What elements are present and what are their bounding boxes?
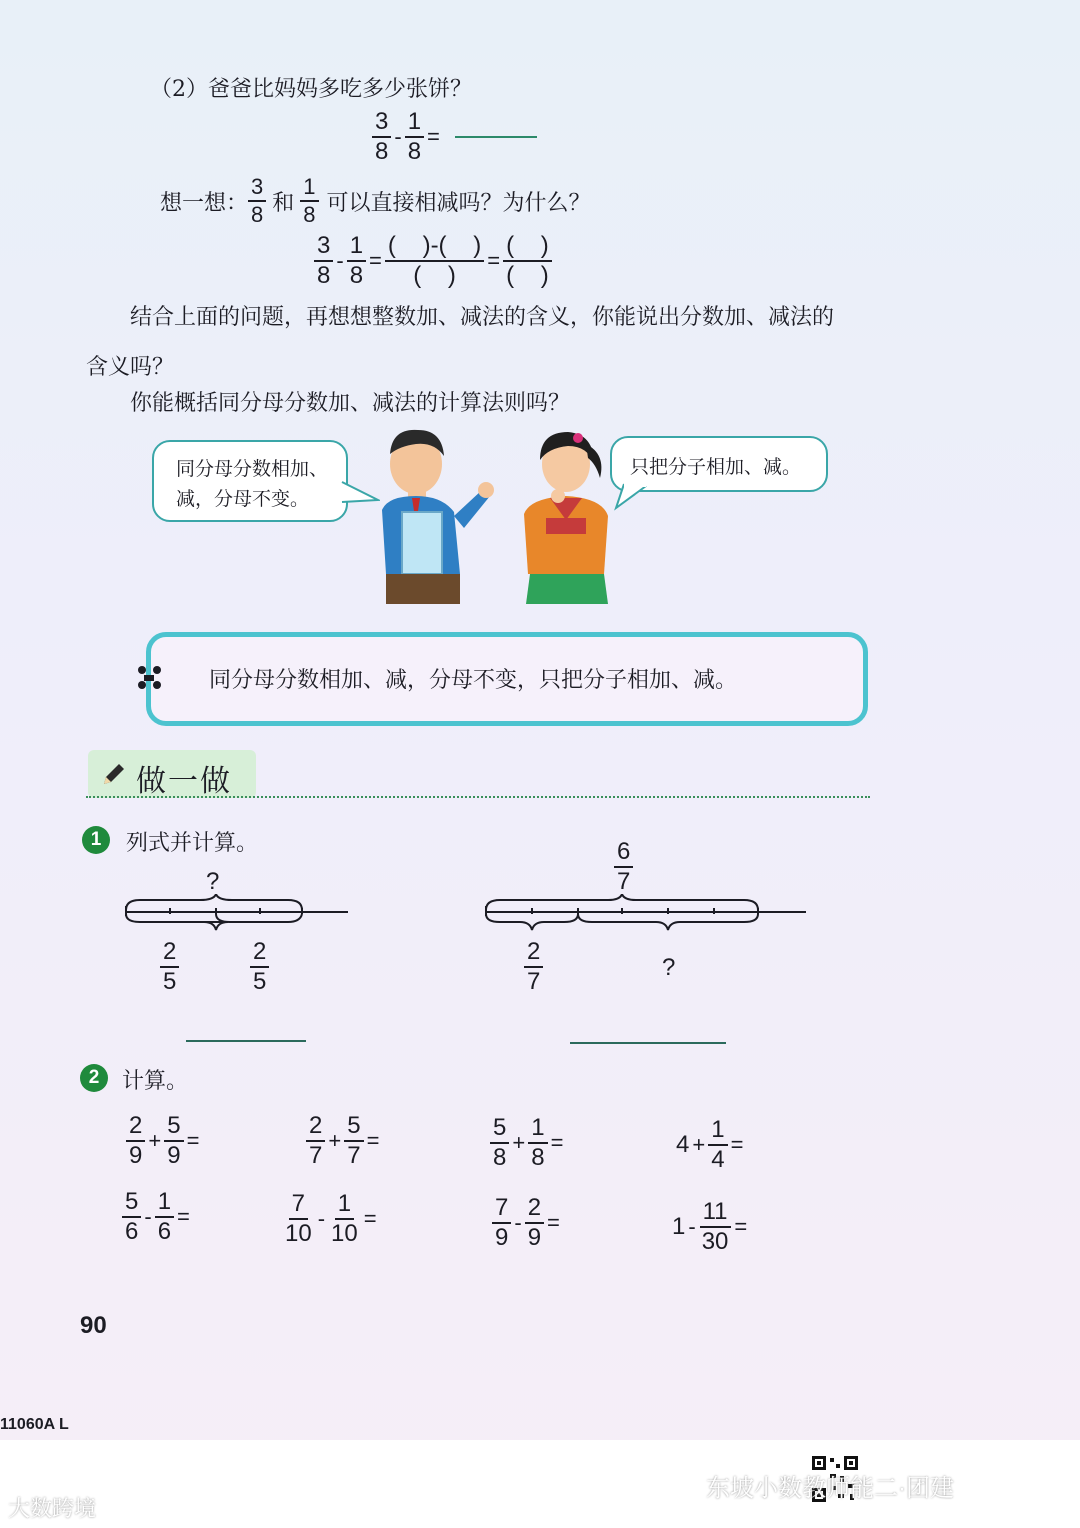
print-code: 11060A L (0, 1416, 69, 1433)
section-title: 做一做 (136, 764, 232, 799)
exercise-1-title: 列式并计算。 (126, 831, 259, 856)
exercise-1-right-answer-line[interactable] (570, 1042, 726, 1044)
page-number: 90 (80, 1312, 107, 1339)
exercise-1-left-answer-line[interactable] (186, 1040, 306, 1042)
watermark-left: 大数跨境 (8, 1496, 97, 1521)
calc-row1-item2[interactable]: $\frac{2}{7}$ + $\frac{5}{7}$ = (306, 1114, 382, 1168)
rule-box (146, 632, 868, 726)
pencil-icon (100, 762, 126, 788)
fraction-b: $\frac{1}{8}$ (405, 110, 424, 164)
question-2-label: （2）爸爸比妈妈多吃多少张饼？ (150, 77, 472, 102)
think-prompt (160, 176, 591, 226)
right-total-fraction: $\frac{6}{7}$ (614, 840, 633, 894)
exercise-1-badge: 1 (82, 826, 110, 854)
calc-row1-item1[interactable]: $\frac{2}{9}$ + $\frac{5}{9}$ = (126, 1114, 202, 1168)
watermark-right: 东坡小数教师能二·团建 (706, 1475, 954, 1502)
right-part-fraction: $\frac{2}{7}$ (524, 940, 543, 994)
bottom-strip (0, 1440, 1080, 1528)
fraction-blank-result[interactable]: $\frac{( )}{( )}$ (503, 234, 552, 288)
calc-row2-item2[interactable]: $\frac{7}{10}$ - $\frac{1}{10}$ = (285, 1190, 377, 1247)
exercise-2-badge: 2 (80, 1064, 108, 1092)
equals-sign-2: = (487, 248, 501, 273)
minus-sign: - (336, 248, 344, 273)
think-prefix: 想一想： (160, 190, 249, 216)
left-fraction-1: $\frac{2}{5}$ (160, 940, 179, 994)
fraction-blank-mid[interactable]: $\frac{( )-( )}{( )}$ (385, 234, 484, 288)
paragraph-2: 你能概括同分母分数加、减法的计算法则吗？ (130, 391, 571, 416)
boy-speech-bubble (152, 440, 348, 522)
calc-row2-item1[interactable]: $\frac{5}{6}$ - $\frac{1}{6}$ = (122, 1190, 193, 1244)
left-diagram-question: ? (206, 868, 220, 895)
equals-sign: = (369, 248, 382, 273)
boy-illustration (372, 424, 502, 608)
minus-sign: - (394, 124, 402, 149)
boy-bubble-line-1: 同分母分数相加、 (176, 458, 329, 480)
expression-blanks (314, 234, 552, 288)
left-segment-diagram (120, 894, 356, 934)
and-word: 和 (272, 190, 295, 216)
paragraph-1-line-1: 结合上面的问题，再想想整数加、减法的含义，你能说出分数加、减法的 (130, 305, 835, 330)
rule-marker-icon (135, 663, 165, 693)
fraction-b: $\frac{1}{8}$ (347, 234, 366, 288)
left-fraction-2: $\frac{2}{5}$ (250, 940, 269, 994)
fraction-one-eighth: $\frac{1}{8}$ (300, 176, 318, 226)
fraction-three-eighths: $\frac{3}{8}$ (248, 176, 266, 226)
calc-row1-item4[interactable]: 4 + $\frac{1}{4}$ = (676, 1116, 744, 1173)
right-diagram-question: ? (662, 954, 676, 981)
rule-text: 同分母分数相加、减，分母不变，只把分子相加、减。 (209, 668, 738, 693)
fraction-a: $\frac{3}{8}$ (314, 234, 333, 288)
boy-bubble-line-2: 减，分母不变。 (176, 488, 310, 510)
section-header (88, 750, 256, 798)
girl-illustration (516, 424, 626, 608)
section-divider (86, 796, 870, 798)
calc-row1-item3[interactable]: $\frac{5}{8}$ + $\frac{1}{8}$ = (490, 1116, 566, 1170)
right-segment-diagram (480, 894, 812, 934)
girl-bubble-text: 只把分子相加、减。 (630, 456, 802, 478)
expression-subtract (372, 110, 537, 164)
calc-row2-item4[interactable]: 1 - $\frac{11}{30}$ = (672, 1198, 748, 1255)
calc-row2-item3[interactable]: $\frac{7}{9}$ - $\frac{2}{9}$ = (492, 1196, 563, 1250)
think-suffix: 可以直接相减吗？为什么？ (326, 190, 591, 216)
equals-sign: = (427, 124, 440, 149)
paragraph-1-line-2: 含义吗？ (86, 355, 175, 380)
answer-blank[interactable] (455, 136, 537, 138)
exercise-2-title: 计算。 (122, 1069, 189, 1094)
fraction-a: $\frac{3}{8}$ (372, 110, 391, 164)
